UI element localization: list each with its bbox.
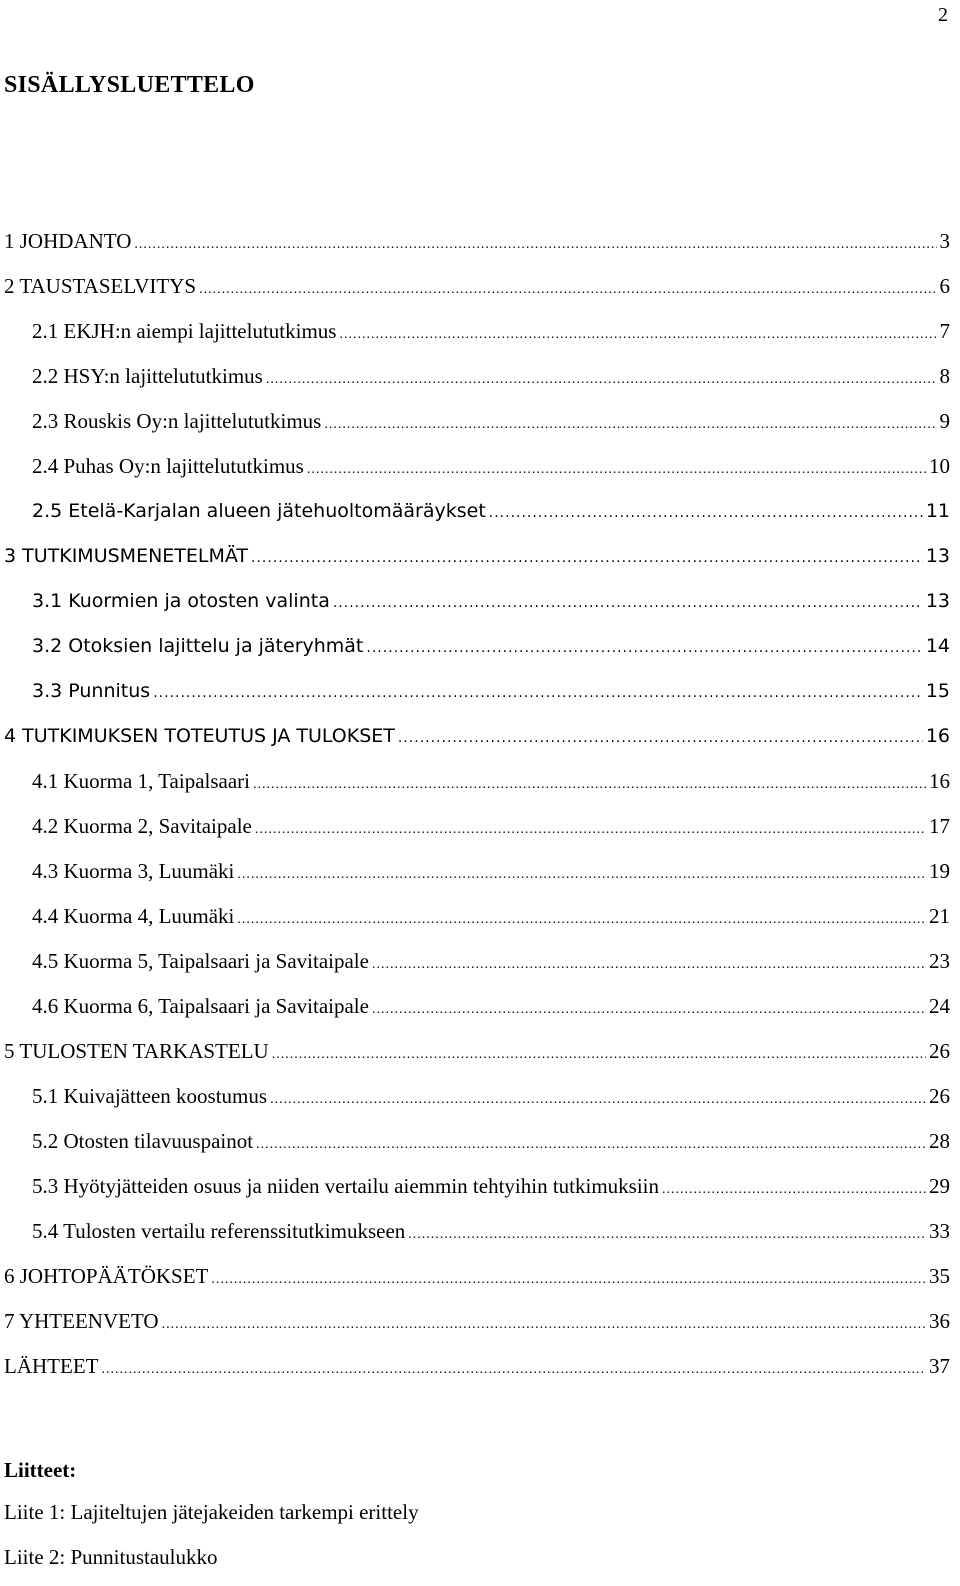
toc-entry-label: 1 JOHDANTO [4,229,132,253]
toc-entry-page: 16 [925,725,950,747]
toc-entry[interactable] [32,586,950,616]
toc-entry-page: 21 [929,904,950,928]
toc-dot-leader [333,588,923,618]
toc-entry-label: 5.3 Hyötyjätteiden osuus ja niiden vertailu aiemmin tehtyihin tutkimuksiin [32,1174,659,1198]
toc-entry-page: 16 [929,769,950,793]
toc-entry-label: 5.1 Kuivajätteen koostumus [32,1084,268,1108]
toc-dot-leader [270,1085,926,1115]
toc-entry-label: 2.3 Rouskis Oy:n lajittelututkimus [32,409,322,433]
toc-entry-page: 9 [939,409,950,433]
toc-entry[interactable] [32,676,950,706]
toc-entry-label: 4 TUTKIMUKSEN TOTEUTUS JA TULOKSET [4,725,395,747]
toc-entry[interactable] [32,811,950,841]
toc-entry[interactable] [32,766,950,796]
toc-entry-label: LÄHTEET [4,1354,99,1378]
toc-entry[interactable] [4,721,950,751]
toc-entry-label: 4.4 Kuorma 4, Luumäki [32,904,235,928]
toc-entry-label: 6 JOHTOPÄÄTÖKSET [4,1264,209,1288]
toc-entry[interactable] [32,901,950,931]
toc-entry-page: 6 [939,274,950,298]
toc-entry[interactable] [32,946,950,976]
toc-entry[interactable] [32,991,950,1021]
toc-entry[interactable] [4,1261,950,1291]
appendices-title: Liitteet: [4,1458,77,1482]
toc-entry-page: 28 [929,1129,950,1153]
toc-entry-label: 5.4 Tulosten vertailu referenssitutkimukseen [32,1219,406,1243]
toc-entry[interactable] [32,1216,950,1246]
toc-entry-label: 4.2 Kuorma 2, Savitaipale [32,814,252,838]
toc-entry[interactable] [32,856,950,886]
toc-dot-leader [162,1310,926,1340]
toc-dot-leader [256,1130,926,1160]
toc-entry-page: 19 [929,859,950,883]
toc-entry-page: 36 [929,1309,950,1333]
toc-entry[interactable] [32,496,950,526]
toc-dot-leader [237,905,926,935]
toc-entry[interactable] [32,406,950,436]
toc-dot-leader [307,455,926,485]
toc-entry-page: 10 [929,454,950,478]
toc-title: SISÄLLYSLUETTELO [4,72,255,98]
toc-entry-page: 17 [929,814,950,838]
toc-entry-page: 24 [929,994,950,1018]
toc-dot-leader [266,365,937,395]
toc-entry-label: 5.2 Otosten tilavuuspainot [32,1129,254,1153]
toc-entry-label: 4.6 Kuorma 6, Taipalsaari ja Savitaipale [32,994,369,1018]
toc-dot-leader [101,1355,926,1385]
toc-entry-label: 2.4 Puhas Oy:n lajittelututkimus [32,454,304,478]
toc-entry-page: 15 [925,680,950,702]
toc-entry[interactable] [4,1036,950,1066]
toc-entry[interactable] [4,541,950,571]
toc-entry-label: 4.1 Kuorma 1, Taipalsaari [32,769,250,793]
toc-entry-page: 8 [939,364,950,388]
toc-entry-page: 14 [925,635,950,657]
toc-dot-leader [134,230,936,260]
toc-entry-label: 2.1 EKJH:n aiempi lajittelututkimus [32,319,337,343]
toc-dot-leader [237,860,926,890]
toc-entry[interactable] [32,1126,950,1156]
toc-entry-page: 11 [925,500,950,522]
toc-dot-leader [408,1220,926,1250]
toc-entry-label: 2 TAUSTASELVITYS [4,274,197,298]
toc-entry-label: 4.5 Kuorma 5, Taipalsaari ja Savitaipale [32,949,369,973]
toc-entry-page: 13 [925,590,950,612]
page-number: 2 [938,4,948,26]
toc-entry-label: 3.2 Otoksien lajittelu ja jäteryhmät [32,635,364,657]
toc-entry[interactable] [32,1171,950,1201]
toc-entry-label: 4.3 Kuorma 3, Luumäki [32,859,235,883]
toc-dot-leader [211,1265,926,1295]
toc-dot-leader [339,320,936,350]
toc-entry[interactable] [4,1306,950,1336]
toc-dot-leader [372,995,926,1025]
toc-entry[interactable] [32,361,950,391]
toc-entry[interactable] [32,451,950,481]
toc-entry-label: 3.3 Punnitus [32,680,151,702]
toc-dot-leader [153,678,923,708]
toc-entry-page: 37 [929,1354,950,1378]
toc-entry-label: 7 YHTEENVETO [4,1309,159,1333]
appendix-item: Liite 1: Lajiteltujen jätejakeiden tarkempi erittely [4,1500,419,1524]
toc-entry-page: 7 [939,319,950,343]
toc-dot-leader [366,633,922,663]
toc-entry-label: 2.2 HSY:n lajittelututkimus [32,364,263,388]
toc-entry-page: 33 [929,1219,950,1243]
toc-dot-leader [372,950,926,980]
toc-entry-page: 26 [929,1039,950,1063]
toc-entry-page: 35 [929,1264,950,1288]
toc-entry-page: 23 [929,949,950,973]
toc-entry[interactable] [4,1351,950,1381]
toc-entry-label: 2.5 Etelä-Karjalan alueen jätehuoltomääräykset [32,500,486,522]
toc-entry-page: 13 [925,545,950,567]
toc-dot-leader [199,275,936,305]
toc-entry-label: 5 TULOSTEN TARKASTELU [4,1039,269,1063]
toc-dot-leader [324,410,936,440]
toc-entry-page: 26 [929,1084,950,1108]
toc-entry-page: 3 [939,229,950,253]
toc-entry[interactable] [4,226,950,256]
toc-dot-leader [489,498,923,528]
toc-dot-leader [662,1175,926,1205]
toc-entry-label: 3 TUTKIMUSMENETELMÄT [4,545,249,567]
toc-dot-leader [253,770,926,800]
toc-dot-leader [398,723,923,753]
toc-entry-page: 29 [929,1174,950,1198]
appendix-item: Liite 2: Punnitustaulukko [4,1545,218,1569]
toc-dot-leader [251,543,923,573]
toc-entry[interactable] [32,316,950,346]
toc-dot-leader [255,815,926,845]
toc-entry[interactable] [32,631,950,661]
toc-entry[interactable] [4,271,950,301]
toc-dot-leader [272,1040,926,1070]
toc-entry[interactable] [32,1081,950,1111]
toc-entry-label: 3.1 Kuormien ja otosten valinta [32,590,330,612]
